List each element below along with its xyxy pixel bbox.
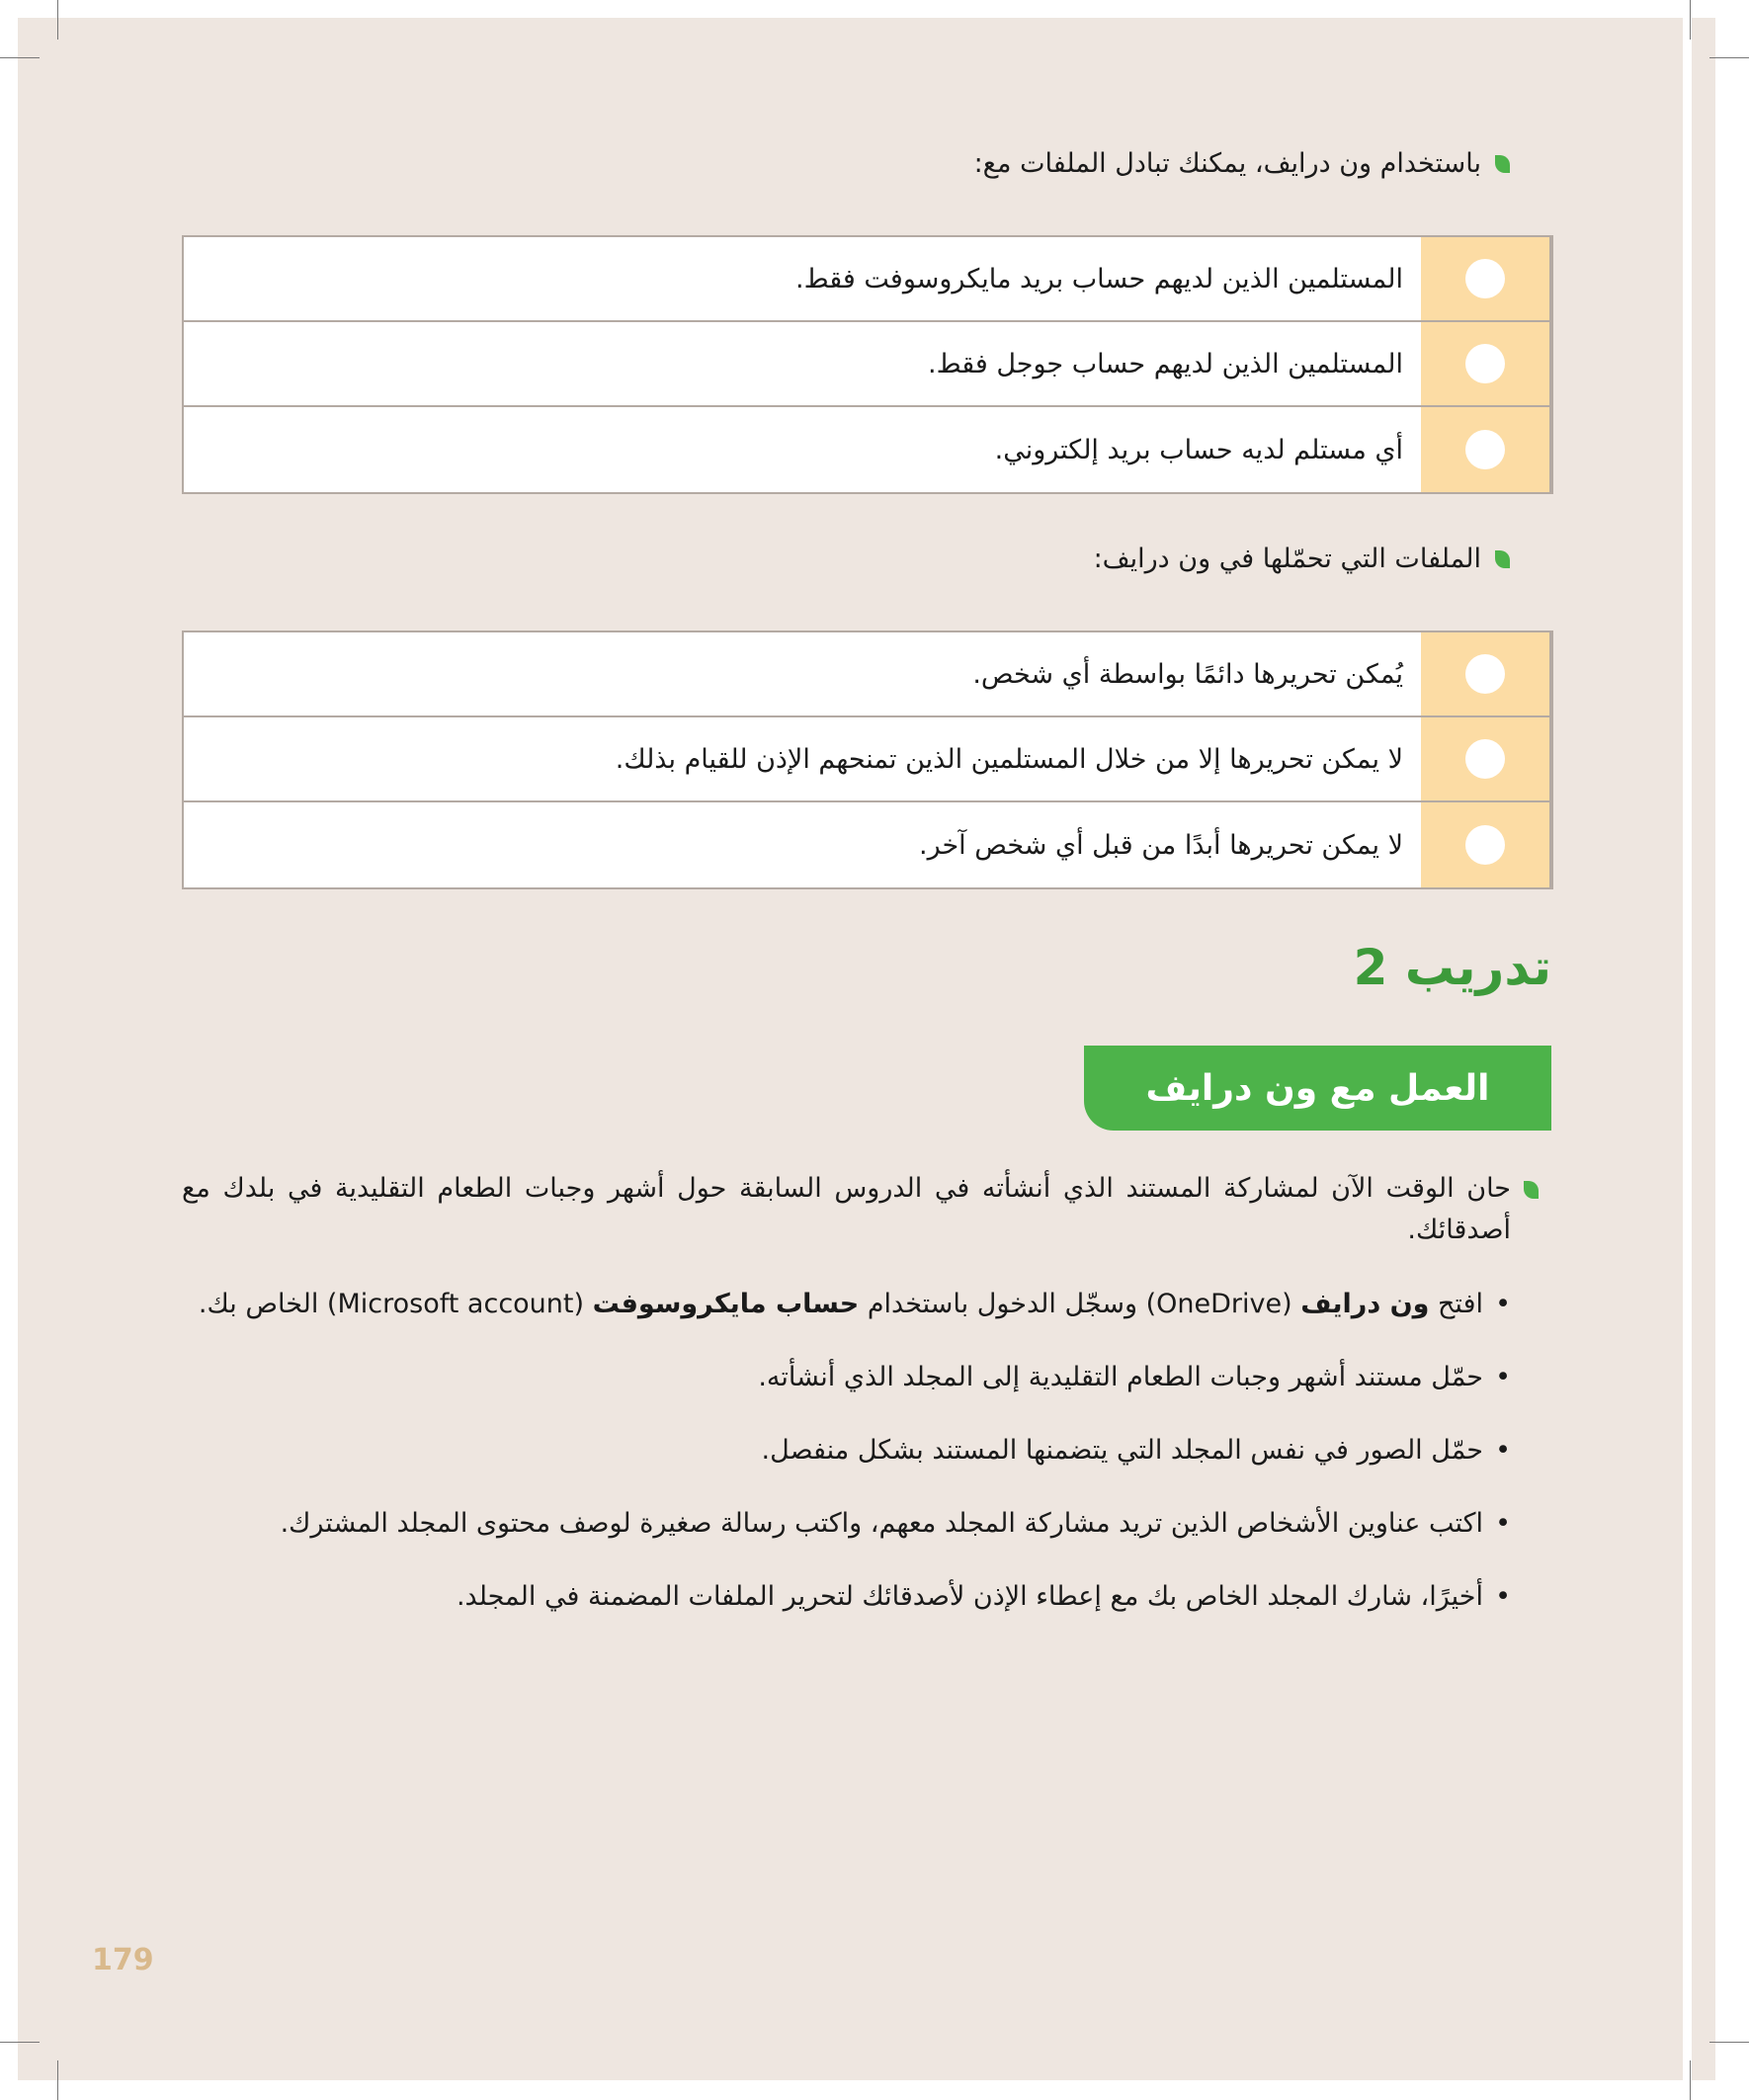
option-text: لا يمكن تحريرها أبدًا من قبل أي شخص آخر. — [184, 802, 1421, 887]
crop-mark — [57, 0, 58, 40]
crop-mark — [1709, 2042, 1749, 2043]
list-item: • اكتب عناوين الأشخاص الذين تريد مشاركة المجلد معهم، واكتب رسالة صغيرة لوصف محتوى المجلد المشترك. — [182, 1504, 1511, 1544]
question-1-options — [182, 235, 1553, 494]
answer-cell[interactable] — [1421, 237, 1551, 320]
option-text: المستلمين الذين لديهم حساب بريد مايكروسوفت فقط. — [184, 237, 1421, 320]
question-2-prompt: الملفات التي تحمّلها في ون درايف: — [1093, 544, 1481, 574]
step-text: (Microsoft account) الخاص بك. — [198, 1289, 593, 1319]
answer-cell[interactable] — [1421, 632, 1551, 715]
question-1-prompt: باستخدام ون درايف، يمكنك تبادل الملفات مع: — [973, 148, 1481, 179]
leaf-bullet-icon — [1524, 1181, 1539, 1199]
exercise-banner-label: العمل مع ون درايف — [1145, 1067, 1490, 1109]
step-bold-text: حساب مايكروسوفت — [592, 1289, 860, 1319]
option-row[interactable] — [184, 237, 1551, 322]
option-text: لا يمكن تحريرها إلا من خلال المستلمين الذين تمنحهم الإذن للقيام بذلك. — [184, 717, 1421, 800]
crop-mark — [57, 2060, 58, 2100]
crop-mark — [1709, 57, 1749, 58]
radio-circle-icon[interactable] — [1465, 344, 1505, 383]
question-2 — [1094, 544, 1510, 574]
leaf-bullet-icon — [1495, 550, 1510, 568]
exercise-title: تدريب 2 — [1353, 939, 1551, 996]
radio-circle-icon[interactable] — [1465, 259, 1505, 298]
crop-mark — [0, 2042, 40, 2043]
question-1 — [974, 148, 1510, 179]
option-row[interactable] — [184, 717, 1551, 802]
answer-cell[interactable] — [1421, 322, 1551, 405]
list-item: • أخيرًا، شارك المجلد الخاص بك مع إعطاء الإذن لأصدقائك لتحرير الملفات المضمنة في المجلد. — [182, 1577, 1511, 1617]
crop-mark — [0, 57, 40, 58]
page-number: 179 — [92, 1943, 154, 1977]
radio-circle-icon[interactable] — [1465, 430, 1505, 469]
list-item: • حمّل الصور في نفس المجلد التي يتضمنها المستند بشكل منفصل. — [182, 1431, 1511, 1470]
answer-cell[interactable] — [1421, 802, 1551, 887]
exercise-banner — [1084, 1046, 1551, 1131]
step-text: افتح — [1429, 1289, 1483, 1319]
radio-circle-icon[interactable] — [1465, 654, 1505, 694]
radio-circle-icon[interactable] — [1465, 825, 1505, 865]
exercise-intro-text: حان الوقت الآن لمشاركة المستند الذي أنشأته في الدروس السابقة حول أشهر وجبات الطعام التقليدية في بلدك مع أصدقائك. — [182, 1173, 1511, 1245]
step-bold-text: ون درايف — [1300, 1289, 1430, 1319]
option-row[interactable] — [184, 802, 1551, 887]
option-row[interactable] — [184, 407, 1551, 492]
crop-mark — [1690, 2060, 1691, 2100]
exercise-intro — [182, 1168, 1511, 1251]
option-text: أي مستلم لديه حساب بريد إلكتروني. — [184, 407, 1421, 492]
answer-cell[interactable] — [1421, 407, 1551, 492]
radio-circle-icon[interactable] — [1465, 739, 1505, 779]
list-item — [182, 1285, 1511, 1324]
answer-cell[interactable] — [1421, 717, 1551, 800]
page-edge-strip — [1692, 18, 1715, 2080]
list-item: • حمّل مستند أشهر وجبات الطعام التقليدية إلى المجلد الذي أنشأته. — [182, 1358, 1511, 1397]
question-2-options — [182, 630, 1553, 889]
leaf-bullet-icon — [1495, 155, 1510, 173]
exercise-steps — [182, 1285, 1511, 1650]
option-text: المستلمين الذين لديهم حساب جوجل فقط. — [184, 322, 1421, 405]
step-text: (OneDrive) وسجّل الدخول باستخدام — [859, 1289, 1301, 1319]
option-text: يُمكن تحريرها دائمًا بواسطة أي شخص. — [184, 632, 1421, 715]
option-row[interactable] — [184, 632, 1551, 717]
option-row[interactable] — [184, 322, 1551, 407]
crop-mark — [1690, 0, 1691, 40]
